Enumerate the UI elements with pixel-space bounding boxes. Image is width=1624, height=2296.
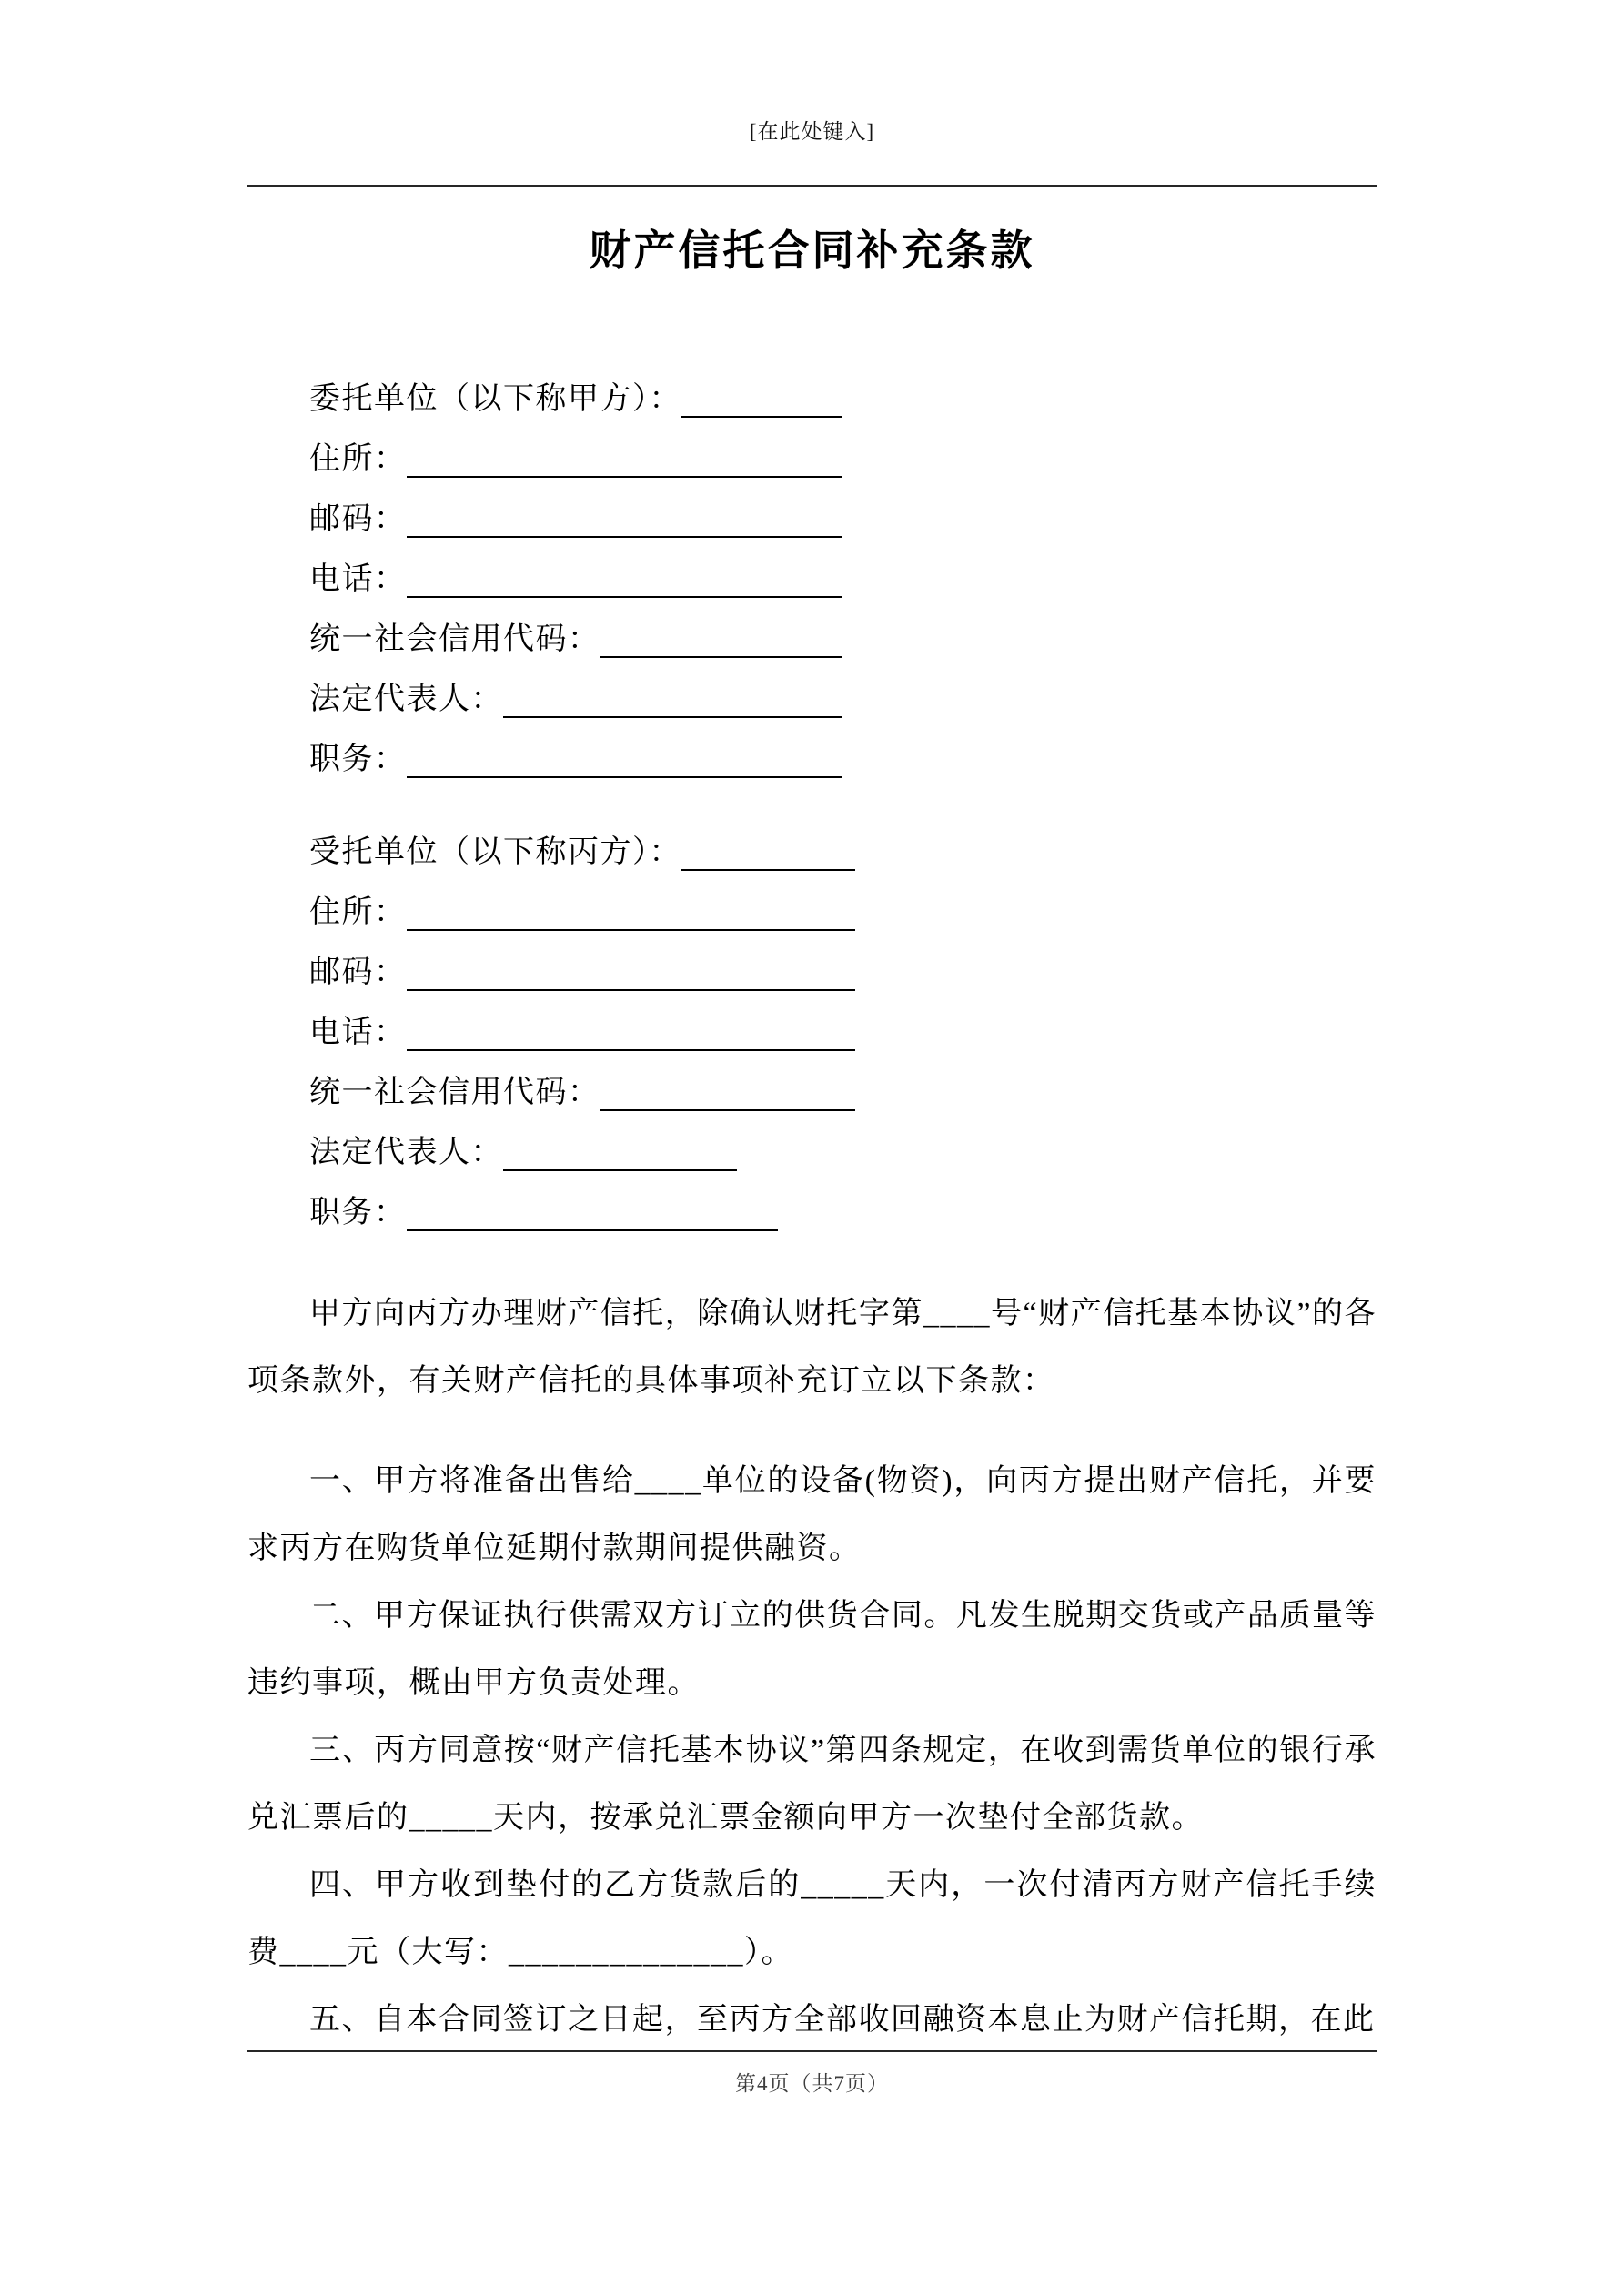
- page-number: 第4页（共7页）: [735, 2072, 889, 2095]
- field-label: 电话：: [309, 562, 407, 596]
- document-title: 财产信托合同补充条款: [589, 228, 1035, 274]
- field-row: [309, 991, 855, 1051]
- footer-rule: [247, 2050, 1377, 2052]
- field-row: [309, 1171, 778, 1231]
- clause-paragraph: 甲方向丙方办理财产信托，除确认财托字第____号“财产信托基本协议”的各项条款外，有关财产信托的具体事项补充订立以下条款：: [247, 1297, 1377, 1398]
- field-row: [309, 358, 842, 418]
- blank-line[interactable]: [407, 951, 856, 991]
- header-placeholder[interactable]: [在此处键入]: [749, 120, 875, 143]
- page-header: [0, 0, 1624, 145]
- field-row: [309, 718, 842, 778]
- field-label: 职务：: [309, 1196, 407, 1229]
- field-label: 职务：: [309, 743, 407, 776]
- field-label: 住所：: [309, 895, 407, 929]
- field-label: 受托单位（以下称丙方）：: [309, 835, 681, 869]
- clause-paragraph: 四、甲方收到垫付的乙方货款后的_____天内，一次付清丙方财产信托手续费____元（大写：______________）。: [247, 1868, 1377, 1969]
- field-row: [309, 931, 855, 991]
- blank-line[interactable]: [407, 738, 842, 778]
- field-label: 委托单位（以下称甲方）：: [309, 382, 681, 416]
- page-footer: [247, 2050, 1377, 2097]
- field-row: [309, 1111, 737, 1171]
- clauses-section: [247, 1280, 1377, 2054]
- blank-line[interactable]: [407, 558, 842, 598]
- field-row: [309, 478, 842, 538]
- blank-line[interactable]: [600, 1071, 856, 1111]
- field-label: 邮码：: [309, 502, 407, 536]
- field-label: 邮码：: [309, 956, 407, 989]
- header-rule: [247, 185, 1377, 187]
- field-row: [309, 538, 842, 598]
- clause-paragraph: 五、自本合同签订之日起，至丙方全部收回融资本息止为财产信托期，在此: [309, 2003, 1376, 2037]
- blank-line[interactable]: [681, 378, 842, 418]
- blank-line[interactable]: [407, 438, 842, 478]
- field-label: 电话：: [309, 1016, 407, 1049]
- field-row: [309, 811, 855, 871]
- field-row: [309, 1051, 855, 1111]
- field-label: 统一社会信用代码：: [309, 1076, 600, 1109]
- blank-line[interactable]: [407, 1191, 779, 1231]
- field-label: 法定代表人：: [309, 1136, 503, 1169]
- field-label: 住所：: [309, 442, 407, 476]
- blank-line[interactable]: [681, 831, 855, 871]
- blank-line[interactable]: [503, 678, 842, 718]
- blank-line[interactable]: [407, 1011, 856, 1051]
- field-row: [309, 871, 855, 931]
- clause-paragraph: 二、甲方保证执行供需双方订立的供货合同。凡发生脱期交货或产品质量等违约事项，概由甲方负责处理。: [247, 1599, 1377, 1700]
- blank-line[interactable]: [600, 618, 842, 658]
- field-label: 法定代表人：: [309, 683, 503, 716]
- clause-paragraph: 三、丙方同意按“财产信托基本协议”第四条规定，在收到需货单位的银行承兑汇票后的_____天内，按承兑汇票金额向甲方一次垫付全部货款。: [247, 1734, 1377, 1835]
- blank-line[interactable]: [503, 1131, 737, 1171]
- document-body: [0, 217, 1624, 2054]
- blank-line[interactable]: [407, 498, 842, 538]
- field-label: 统一社会信用代码：: [309, 622, 600, 656]
- field-row: [309, 658, 842, 718]
- clause-paragraph: 一、甲方将准备出售给____单位的设备(物资)，向丙方提出财产信托，并要求丙方在购货单位延期付款期间提供融资。: [247, 1464, 1377, 1565]
- field-row: [309, 598, 842, 658]
- blank-line[interactable]: [407, 891, 856, 931]
- party-a-section: [247, 358, 1377, 778]
- field-row: [309, 418, 842, 478]
- party-b-section: [247, 811, 1377, 1231]
